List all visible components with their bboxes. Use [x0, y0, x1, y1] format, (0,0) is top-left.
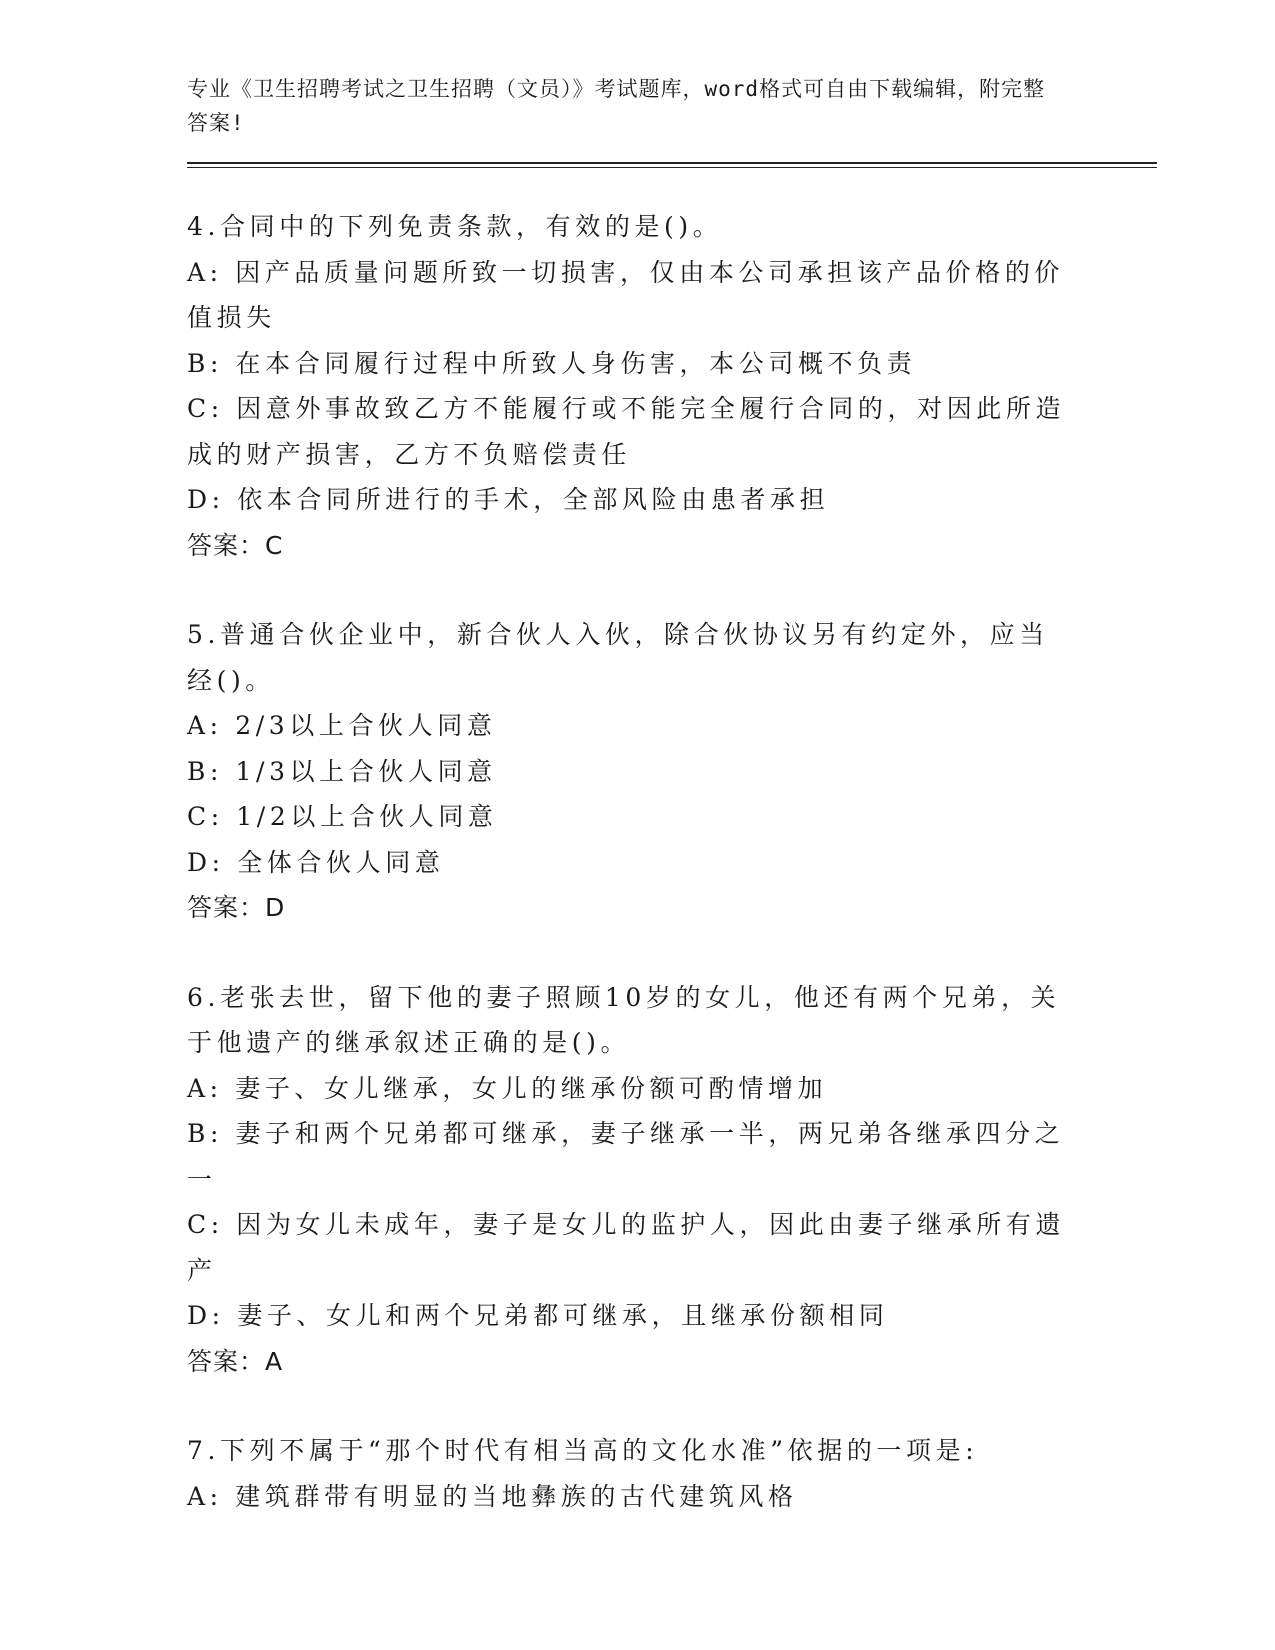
question-text: 4.合同中的下列免责条款，有效的是()。 — [187, 212, 723, 241]
question-block — [187, 1428, 1157, 1519]
document-page — [187, 72, 1157, 1563]
answer-option: B: 1/3以上合伙人同意 — [187, 756, 497, 786]
answer-option: C: 因意外事故致乙方不能履行或不能完全履行合同的，对因此所造成的财产损害，乙方不负赔偿责任 — [187, 394, 1066, 469]
answer-option: D: 妻子、女儿和两个兄弟都可继承，且继承份额相同 — [187, 1301, 889, 1330]
question-text: 5.普通合伙企业中，新合伙人入伙，除合伙协议另有约定外，应当经()。 — [187, 620, 1049, 695]
answer-option: B: 妻子和两个兄弟都可继承，妻子继承一半，两兄弟各继承四分之一 — [187, 1119, 1065, 1194]
question-block — [187, 204, 1157, 568]
question-list — [187, 204, 1157, 1519]
answer-option: C: 1/2以上合伙人同意 — [187, 802, 498, 831]
answer-option: D: 依本合同所进行的手术，全部风险由患者承担 — [187, 485, 830, 514]
question-block — [187, 975, 1157, 1385]
answer-option: A: 妻子、女儿继承，女儿的继承份额可酌情增加 — [187, 1073, 828, 1103]
document-header: 专业《卫生招聘考试之卫生招聘（文员）》考试题库，word格式可自由下载编辑，附完整答案! — [187, 77, 1046, 135]
answer-key: 答案：A — [187, 1346, 284, 1376]
header-divider — [187, 162, 1157, 168]
answer-option: A: 建筑群带有明显的当地彝族的古代建筑风格 — [187, 1481, 798, 1511]
question-block — [187, 612, 1157, 931]
answer-option: A: 因产品质量问题所致一切损害，仅由本公司承担该产品价格的价值损失 — [187, 257, 1065, 332]
question-text: 6.老张去世，留下他的妻子照顾10岁的女儿，他还有两个兄弟，关于他遗产的继承叙述正确的是()。 — [187, 982, 1061, 1057]
answer-option: A: 2/3以上合伙人同意 — [187, 711, 497, 740]
answer-option: D: 全体合伙人同意 — [187, 847, 445, 877]
answer-option: B: 在本合同履行过程中所致人身伤害，本公司概不负责 — [187, 348, 917, 378]
answer-key: 答案：D — [187, 893, 286, 922]
answer-key: 答案：C — [187, 530, 284, 560]
question-text: 7.下列不属于“那个时代有相当高的文化水准”依据的一项是: — [187, 1436, 979, 1465]
answer-option: C: 因为女儿未成年，妻子是女儿的监护人，因此由妻子继承所有遗产 — [187, 1210, 1066, 1285]
